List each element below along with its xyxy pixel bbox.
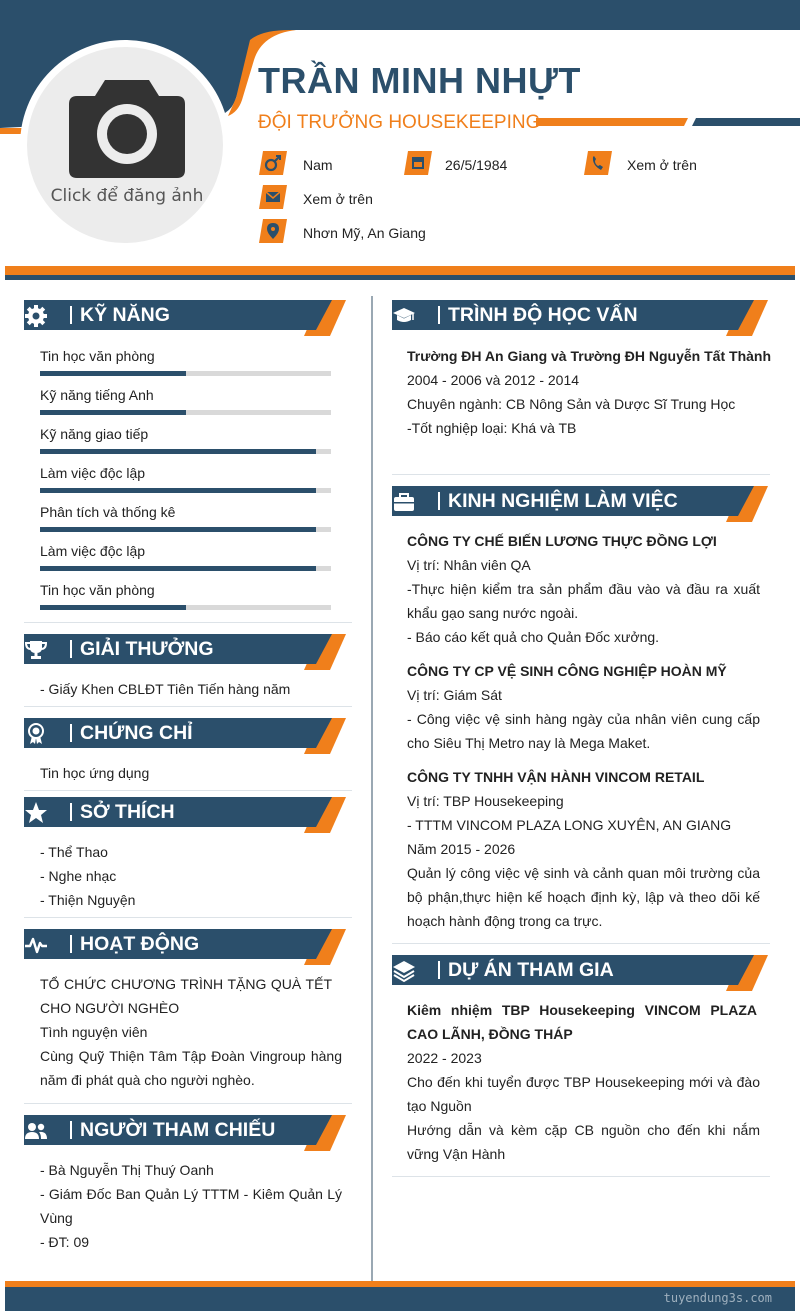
project-years: 2022 - 2023 [407, 1050, 482, 1066]
job-position: Vị trí: Giám Sát [407, 687, 502, 703]
activities-heading [24, 929, 348, 965]
candidate-name: TRẦN MINH NHỰT [258, 60, 581, 101]
hobbies-heading-text: SỞ THÍCH [80, 801, 175, 823]
skill-label: Kỹ năng giao tiếp [40, 426, 149, 442]
education-grade: -Tốt nghiệp loại: Khá và TB [407, 420, 577, 436]
job-description: Quản lý công việc vệ sinh và cảnh quan môi trường của bộ phận,thực hiện kế hoạch định kỳ, lập và theo dõi kế hoạch hành động trong ca trực. [407, 865, 760, 929]
skill-bar-track [40, 605, 331, 610]
divider [24, 622, 352, 623]
gear-icon [24, 304, 48, 328]
calendar-icon [404, 151, 432, 175]
skill-bar-track [40, 410, 331, 415]
address-value: Nhơn Mỹ, An Giang [303, 225, 426, 241]
skill-bar-track [40, 566, 331, 571]
hobby-item: - Thể Thao [40, 844, 108, 860]
award-item: - Giấy Khen CBLĐT Tiên Tiến hàng năm [40, 681, 291, 697]
watermark: tuyendung3s.com [663, 1291, 772, 1305]
certs-heading [24, 718, 348, 754]
gender-value: Nam [303, 157, 333, 173]
divider [24, 917, 352, 918]
email-value: Xem ở trên [303, 191, 373, 207]
skill-bar-track [40, 449, 331, 454]
job-description: - Báo cáo kết quả cho Quản Đốc xưởng. [407, 629, 660, 645]
project-description: Hướng dẫn và kèm cặp CB nguồn cho đến khi nắm vững Vận Hành [407, 1122, 760, 1162]
skill-bar-fill [40, 566, 316, 571]
skill-label: Kỹ năng tiếng Anh [40, 387, 154, 403]
activity-desc: Cùng Quỹ Thiện Tâm Tập Đoàn Vingroup hàng năm đi phát quà cho người nghèo. [40, 1048, 342, 1088]
cert-item: Tin học ứng dụng [40, 765, 150, 781]
divider [392, 943, 770, 944]
education-heading [392, 300, 770, 336]
skill-label: Làm việc độc lập [40, 465, 146, 481]
briefcase-icon [392, 490, 416, 514]
job-position: Vị trí: TBP Housekeeping [407, 793, 564, 809]
job-description: - Công việc vệ sinh hàng ngày của nhân viên cung cấp cho Siêu Thị Metro nay là Mega Maket. [407, 711, 760, 751]
gender-icon [259, 151, 287, 175]
skill-bar-fill [40, 488, 316, 493]
trophy-icon [24, 638, 48, 662]
skill-label: Phân tích và thống kê [40, 504, 176, 520]
divider [392, 474, 770, 475]
hobby-item: - Thiện Nguyện [40, 892, 136, 908]
photo-upload-label[interactable]: Click để đăng ảnh [50, 186, 204, 206]
certificate-icon [24, 722, 48, 746]
skills-heading [24, 300, 348, 336]
layers-icon [392, 959, 416, 983]
reference-title: - Giám Đốc Ban Quản Lý TTTM - Kiêm Quản Lý Vùng [40, 1186, 342, 1226]
awards-heading [24, 634, 348, 670]
phone-value: Xem ở trên [627, 157, 697, 173]
school-name: Trường ĐH An Giang và Trường ĐH Nguyễn Tất Thành [407, 348, 772, 364]
certs-heading-text: CHỨNG CHỈ [80, 722, 193, 744]
references-heading [24, 1115, 348, 1151]
education-heading-text: TRÌNH ĐỘ HỌC VẤN [448, 304, 638, 326]
job-company: CÔNG TY CP VỆ SINH CÔNG NGHIỆP HOÀN MỸ [407, 663, 727, 679]
experience-heading [392, 486, 770, 522]
email-icon [259, 185, 287, 209]
divider [24, 790, 352, 791]
hobbies-heading [24, 797, 348, 833]
job-position: Vị trí: Nhân viên QA [407, 557, 531, 573]
skill-bar-track [40, 371, 331, 376]
location-icon [259, 219, 287, 243]
job-company: CÔNG TY CHẾ BIẾN LƯƠNG THỰC ĐỒNG LỢI [407, 533, 717, 549]
skill-bar-fill [40, 605, 186, 610]
star-icon [24, 801, 48, 825]
awards-heading-text: GIẢI THƯỞNG [80, 638, 214, 660]
camera-icon [67, 76, 187, 180]
skill-bar-fill [40, 449, 316, 454]
skill-label: Tin học văn phòng [40, 348, 155, 364]
job-years: Năm 2015 - 2026 [407, 841, 516, 857]
experience-heading-text: KINH NGHIỆM LÀM VIỆC [448, 490, 678, 512]
phone-icon [584, 151, 612, 175]
education-years: 2004 - 2006 và 2012 - 2014 [407, 372, 580, 388]
reference-phone: - ĐT: 09 [40, 1234, 90, 1250]
divider [24, 1103, 352, 1104]
projects-heading [392, 955, 770, 991]
skill-bar-fill [40, 410, 186, 415]
project-name: Kiêm nhiệm TBP Housekeeping VINCOM PLAZA CAO LÃNH, ĐỒNG THÁP [407, 1002, 757, 1042]
references-heading-text: NGƯỜI THAM CHIẾU [80, 1119, 276, 1141]
divider [24, 706, 352, 707]
activity-role: Tình nguyện viên [40, 1024, 148, 1040]
skills-heading-text: KỸ NĂNG [80, 304, 170, 326]
job-description: - TTTM VINCOM PLAZA LONG XUYÊN, AN GIANG [407, 817, 732, 833]
dob-value: 26/5/1984 [445, 157, 508, 173]
education-major: Chuyên ngành: CB Nông Sản và Dược Sĩ Trung Học [407, 396, 736, 412]
skill-bar-track [40, 527, 331, 532]
skill-bar-track [40, 488, 331, 493]
skill-label: Tin học văn phòng [40, 582, 155, 598]
projects-heading-text: DỰ ÁN THAM GIA [448, 959, 614, 981]
job-description: -Thực hiện kiểm tra sản phẩm đầu vào và đầu ra xuất khẩu gạo sang nước ngoài. [407, 581, 760, 621]
hobby-item: - Nghe nhạc [40, 868, 117, 884]
reference-name: - Bà Nguyễn Thị Thuý Oanh [40, 1162, 214, 1178]
activity-title: TỔ CHỨC CHƯƠNG TRÌNH TẶNG QUÀ TẾT CHO NGƯỜI NGHÈO [40, 976, 332, 1016]
column-divider [371, 296, 373, 1286]
users-icon [24, 1119, 48, 1143]
graduation-cap-icon [392, 304, 416, 328]
skill-bar-fill [40, 527, 316, 532]
skill-label: Làm việc độc lập [40, 543, 146, 559]
divider [392, 1176, 770, 1177]
pulse-icon [24, 933, 48, 957]
job-company: CÔNG TY TNHH VẬN HÀNH VINCOM RETAIL [407, 769, 705, 785]
candidate-title: ĐỘI TRƯỞNG HOUSEKEEPING [258, 112, 541, 133]
skill-bar-fill [40, 371, 186, 376]
project-description: Cho đến khi tuyển được TBP Housekeeping mới và đào tạo Nguồn [407, 1074, 760, 1114]
activities-heading-text: HOẠT ĐỘNG [80, 933, 200, 955]
